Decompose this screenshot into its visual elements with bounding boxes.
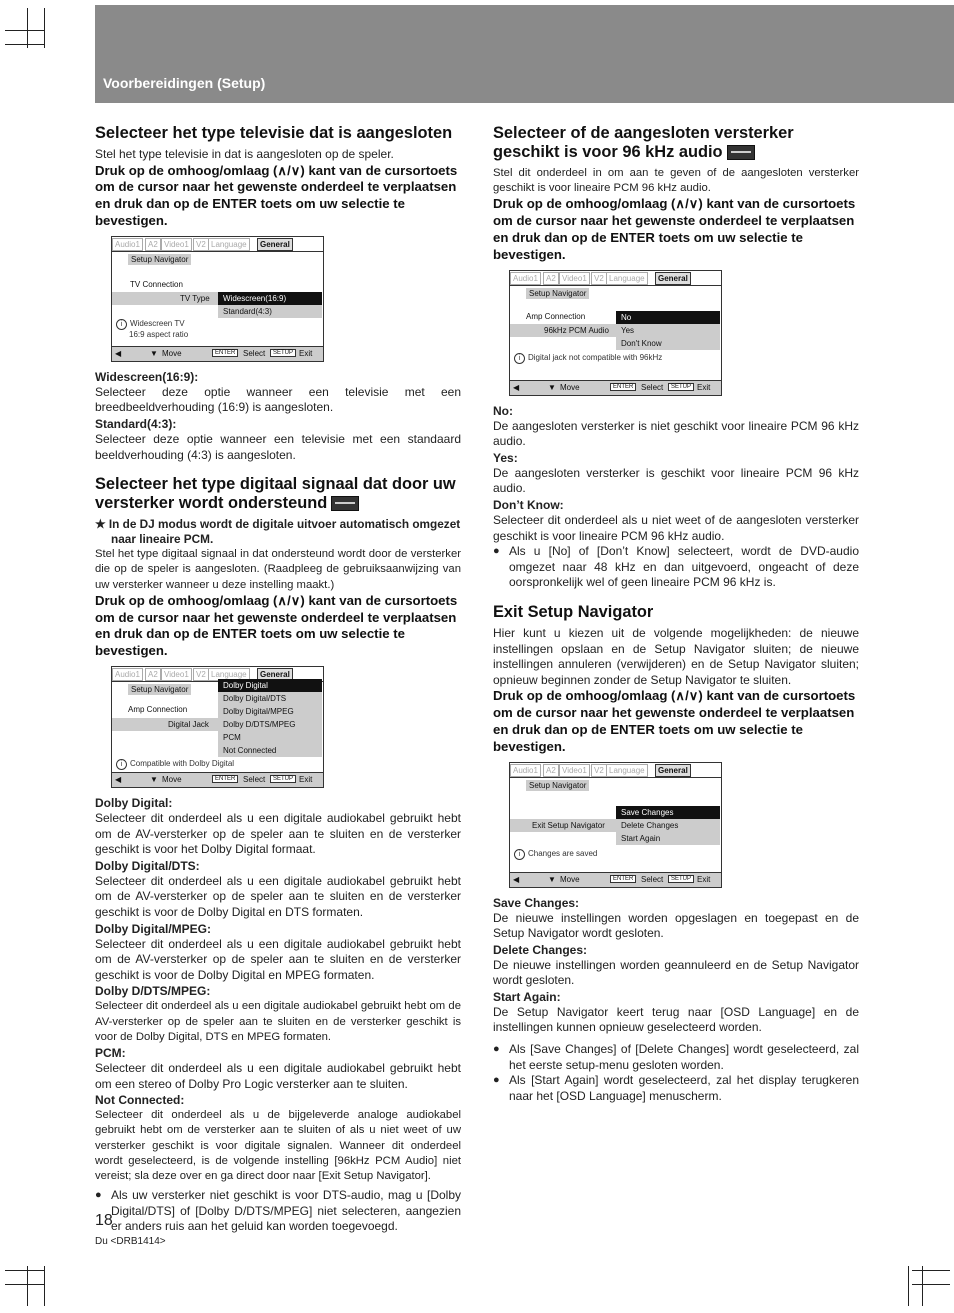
osd-option: PCM [218, 731, 322, 744]
section-title: Voorbereidingen (Setup) [103, 75, 266, 91]
osd-option-menu [218, 679, 322, 757]
item-label: Dolby Digital/DTS: [95, 858, 200, 873]
osd-info-text: Digital jack not compatible with 96kHz [528, 352, 663, 362]
item-label: Delete Changes: [493, 942, 588, 957]
osd-option-selected: Save Changes [616, 806, 720, 819]
osd-select: Select [641, 874, 664, 884]
item-label: PCM: [95, 1045, 126, 1060]
tab-v2: V2 [193, 668, 209, 681]
tab-general: General [257, 668, 293, 681]
exit-note: ● Als [Start Again] wordt geselecteerd, zal het display terugkeren naar het [OSD Language] menuscherm. [493, 1073, 859, 1104]
crop-mark [27, 8, 28, 48]
osd-option-menu [616, 806, 720, 845]
normal-mode-icon [727, 145, 755, 160]
tab-language: Language [606, 764, 648, 777]
digital-osd-screen [111, 666, 324, 788]
osd-move: Move [560, 874, 580, 884]
osd-option: Dolby Digital/DTS [218, 692, 322, 705]
osd-nav-header: Setup Navigator [128, 684, 191, 695]
osd-exit: Exit [697, 382, 711, 392]
osd-select: Select [243, 774, 266, 784]
osd-option: Dolby Digital/MPEG [218, 705, 322, 718]
osd-option: Not Connected [218, 744, 322, 757]
osd-option: Start Again [616, 832, 720, 845]
crop-mark [44, 1266, 45, 1306]
left-arrow-icon: ◀ [513, 382, 520, 392]
tab-a2: A2 [145, 668, 161, 681]
tab-video1: Video1 [161, 238, 192, 251]
crop-mark [922, 1266, 923, 1306]
osd-row-label: Exit Setup Navigator [532, 820, 605, 830]
section-header [95, 5, 954, 103]
osd-exit: Exit [697, 874, 711, 884]
osd-nav-header: Setup Navigator [526, 780, 589, 791]
right-column [493, 124, 859, 1104]
exit-instruction: Druk op de omhoog/omlaag (∧/∨) kant van de cursortoets om de cursor naar het gewenste onderdeel te verplaatsen en druk dan op de ENTER toets om uw selectie te bevestigen. [493, 688, 856, 754]
item-text: De Setup Navigator keert terug naar [OSD Language] en de instellingen kunnen opnieuw geselecteerd worden. [493, 1004, 859, 1035]
osd-footer [510, 380, 721, 395]
exit-heading: Exit Setup Navigator [493, 602, 654, 621]
enter-key: ENTER [610, 383, 636, 391]
left-arrow-icon: ◀ [513, 874, 520, 884]
osd-option-menu [616, 311, 720, 350]
osd-tabs [510, 271, 721, 286]
tab-audio1: Audio1 [510, 764, 541, 777]
normal-mode-icon [331, 496, 359, 511]
osd-select: Select [243, 348, 266, 358]
khz-instruction: Druk op de omhoog/omlaag (∧/∨) kant van de cursortoets om de cursor naar het gewenste onderdeel te verplaatsen en druk dan op de ENTER toets om uw selectie te bevestigen. [493, 196, 856, 262]
tab-language: Language [208, 238, 250, 251]
tab-video1: Video1 [559, 272, 590, 285]
osd-tabs [112, 237, 323, 252]
info-icon: i [514, 353, 525, 364]
khz-note: ● Als u [No] of [Don’t Know] selecteert, wordt de DVD-audio omgezet naar 48 kHz en dan uitgevoerd, ongeacht of deze oorspronkelijk wel of geen lineaire PCM 96 kHz is. [493, 544, 859, 591]
setup-key: SETUP [270, 349, 296, 357]
setup-key: SETUP [270, 775, 296, 783]
item-label: Dolby Digital: [95, 795, 173, 810]
info-icon: i [116, 319, 127, 330]
info-icon: i [116, 759, 127, 770]
osd-footer [112, 346, 323, 361]
osd-info-text: 16:9 aspect ratio [129, 329, 189, 339]
tab-general: General [257, 238, 293, 251]
osd-info-text: Compatible with Dolby Digital [130, 758, 235, 768]
tab-general: General [655, 272, 691, 285]
exit-intro: Hier kunt u kiezen uit de volgende mogelijkheden: de nieuwe instellingen opslaan en de Setup Navigator sluiten; de nieuwe instellingen annuleren (verwijderen) en de Setup Navigator sluiten; opnieuw beginnen zonder de Setup Navigator te sluiten. [493, 625, 859, 687]
item-label: Save Changes: [493, 895, 580, 910]
tab-a2: A2 [543, 764, 559, 777]
info-icon: i [514, 849, 525, 860]
item-label: Yes: [493, 450, 518, 465]
tab-video1: Video1 [559, 764, 590, 777]
crop-mark [908, 1266, 909, 1306]
item-label: Dolby Digital/MPEG: [95, 921, 212, 936]
digital-instruction: Druk op de omhoog/omlaag (∧/∨) kant van de cursortoets om de cursor naar het gewenste onderdeel te verplaatsen en druk dan op de ENTER toets om uw selectie te bevestigen. [95, 592, 458, 659]
setup-key: SETUP [668, 875, 694, 883]
crop-mark [5, 44, 45, 45]
crop-mark [5, 1284, 45, 1285]
crop-mark [44, 8, 45, 48]
osd-option: Delete Changes [616, 819, 720, 832]
digital-heading: Selecteer het type digitaal signaal dat door uw versterker wordt ondersteund [95, 475, 456, 513]
khz-heading: Selecteer of de aangesloten versterker geschikt is voor 96 kHz audio [493, 124, 794, 161]
tab-v2: V2 [591, 764, 607, 777]
osd-move: Move [162, 348, 182, 358]
osd-option: Yes [616, 324, 720, 337]
setup-key: SETUP [668, 383, 694, 391]
item-label: No: [493, 403, 513, 418]
osd-info-text: Changes are saved [528, 848, 598, 858]
digital-intro: Stel het type digitaal signaal in dat ondersteund wordt door de versterker die op de speler is aangesloten. (Raadpleeg de gebruiksaanwijzing van uw versterker wanneer u deze instelling maakt.) [95, 548, 461, 591]
item-label: Start Again: [493, 989, 561, 1004]
osd-info [116, 759, 234, 770]
osd-info [514, 849, 597, 860]
osd-move: Move [560, 382, 580, 392]
item-text: De aangesloten versterker is niet geschikt voor lineaire PCM 96 kHz audio. [493, 418, 859, 449]
osd-select: Select [641, 382, 664, 392]
tab-audio1: Audio1 [112, 238, 143, 251]
item-text: De aangesloten versterker is geschikt voor lineaire PCM 96 kHz audio. [493, 465, 859, 496]
khz-intro: Stel dit onderdeel in om aan te geven of de aangesloten versterker geschikt is voor lineaire PCM 96 kHz audio. [493, 167, 859, 195]
tab-a2: A2 [145, 238, 161, 251]
tab-audio1: Audio1 [112, 668, 143, 681]
osd-exit: Exit [299, 774, 313, 784]
page-number: 18 [95, 1212, 113, 1229]
tv-osd-screen [111, 236, 324, 362]
tv-heading: Selecteer het type televisie dat is aangesloten [95, 124, 453, 142]
item-text: Selecteer dit onderdeel als u een digitale audiokabel gebruikt hebt om een stereo of Dolby Pro Logic versterker aan te sluiten. [95, 1060, 461, 1091]
item-text: Selecteer dit onderdeel als u een digitale audiokabel gebruikt hebt om de AV-versterker op de speler aan te sluiten en de versterker geschikt is voor de Dolby Digital, DTS en MPEG formaten. [95, 1000, 461, 1043]
item-text: Selecteer dit onderdeel als u een digitale audiokabel gebruikt hebt om de AV-versterker op de speler aan te sluiten en de versterker geschikt is voor de Dolby Digital en DTS formaten. [95, 873, 461, 919]
updown-arrow-icon: ▼ [150, 774, 158, 784]
exit-osd-screen [509, 762, 722, 888]
osd-row-label: TV Connection [130, 279, 183, 289]
item-label: Don’t Know: [493, 497, 564, 512]
khz-osd-screen [509, 270, 722, 396]
left-arrow-icon: ◀ [115, 348, 122, 358]
item-text: Selecteer dit onderdeel als u een digitale audiokabel gebruikt hebt om de AV-versterker op de speler aan te sluiten en de versterker geschikt is voor de Dolby Digital en MPEG formaten. [95, 936, 461, 982]
crop-mark [27, 1266, 28, 1306]
osd-option-menu [218, 292, 322, 318]
tab-video1: Video1 [161, 668, 192, 681]
crop-mark [912, 1284, 950, 1285]
dj-mode-note: ★ In de DJ modus wordt de digitale uitvoer automatisch omgezet naar lineaire PCM. [95, 517, 461, 547]
osd-option: Standard(4:3) [218, 305, 322, 318]
osd-footer [510, 872, 721, 887]
item-label: Widescreen(16:9): [95, 369, 199, 384]
enter-key: ENTER [610, 875, 636, 883]
crop-mark [5, 1270, 45, 1271]
updown-arrow-icon: ▼ [548, 382, 556, 392]
osd-move: Move [162, 774, 182, 784]
item-text: Selecteer dit onderdeel als u de bijgeleverde analoge audiokabel gebruikt hebt om de versterker aan te sluiten of als u niet weet of uw versterker geschikt is voor digitale signalen. Wanneer dit onderdeel wordt geselecteerd, is de volgende instelling [96kHz PCM Audio] niet vereist; sla deze over en ga direct door naar [Exit Setup Navigator]. [95, 1109, 461, 1182]
tv-intro: Stel het type televisie in dat is aangesloten op de speler. [95, 147, 394, 161]
tab-audio1: Audio1 [510, 272, 541, 285]
osd-info [116, 319, 188, 339]
tab-general: General [655, 764, 691, 777]
osd-option-selected: No [616, 311, 720, 324]
osd-footer [112, 772, 323, 787]
updown-arrow-icon: ▼ [150, 348, 158, 358]
item-text: Selecteer dit onderdeel als u niet weet of de aangesloten versterker geschikt is voor lineaire PCM 96 kHz audio. [493, 512, 859, 543]
left-column [95, 124, 461, 1235]
osd-row-label: 96kHz PCM Audio [544, 325, 609, 335]
item-label: Not Connected: [95, 1093, 185, 1108]
osd-exit: Exit [299, 348, 313, 358]
tab-language: Language [208, 668, 250, 681]
tv-instruction: Druk op de omhoog/omlaag (∧/∨) kant van de cursortoets om de cursor naar het gewenste onderdeel te verplaatsen en druk dan op de ENTER toets om uw selectie te bevestigen. [95, 162, 458, 228]
osd-nav-header: Setup Navigator [526, 288, 589, 299]
digital-note: ● Als uw versterker niet geschikt is voor DTS-audio, mag u [Dolby Digital/DTS] of [Dolby D/DTS/MPEG] niet selecteren, aangezien er anders ruis aan het geluid kan worden toegevoegd. [95, 1188, 461, 1235]
osd-option: Dolby D/DTS/MPEG [218, 718, 322, 731]
osd-row-label: TV Type [180, 293, 210, 303]
item-text: Selecteer dit onderdeel als u een digitale audiokabel gebruikt hebt om de AV-versterker op de speler aan te sluiten en de versterker geschikt is voor het Dolby Digital formaat. [95, 810, 461, 857]
item-text: De nieuwe instellingen worden geannuleerd en de Setup Navigator wordt gesloten. [493, 957, 859, 988]
page-code: Du <DRB1414> [95, 1236, 166, 1247]
crop-mark [912, 1270, 950, 1271]
item-text: Selecteer deze optie wanneer een televisie met een breedbeeldverhouding (16:9) is aangesloten. [95, 384, 461, 415]
osd-info [514, 353, 662, 364]
osd-row-label: Amp Connection [526, 311, 586, 321]
updown-arrow-icon: ▼ [548, 874, 556, 884]
osd-option: Don't Know [616, 337, 720, 350]
crop-mark [5, 30, 45, 31]
left-arrow-icon: ◀ [115, 774, 122, 784]
tab-v2: V2 [591, 272, 607, 285]
osd-info-text: Widescreen TV [130, 318, 185, 328]
tab-v2: V2 [193, 238, 209, 251]
osd-row-label: Digital Jack [168, 719, 209, 729]
osd-tabs [510, 763, 721, 778]
osd-option-selected: Widescreen(16:9) [218, 292, 322, 305]
osd-row-label: Amp Connection [128, 704, 188, 714]
item-label: Standard(4:3): [95, 416, 177, 431]
enter-key: ENTER [212, 349, 238, 357]
enter-key: ENTER [212, 775, 238, 783]
exit-note: ● Als [Save Changes] of [Delete Changes] wordt geselecteerd, zal het eerste setup-menu gesloten worden. [493, 1042, 859, 1073]
item-text: De nieuwe instellingen worden opgeslagen en toegepast en de Setup Navigator wordt gesloten. [493, 910, 859, 941]
item-label: Dolby D/DTS/MPEG: [95, 984, 211, 999]
item-text: Selecteer deze optie wanneer een televisie met een standaard beeldverhouding (4:3) is aangesloten. [95, 431, 461, 462]
tab-a2: A2 [543, 272, 559, 285]
tab-language: Language [606, 272, 648, 285]
osd-option-selected: Dolby Digital [218, 679, 322, 692]
osd-nav-header: Setup Navigator [128, 254, 191, 265]
